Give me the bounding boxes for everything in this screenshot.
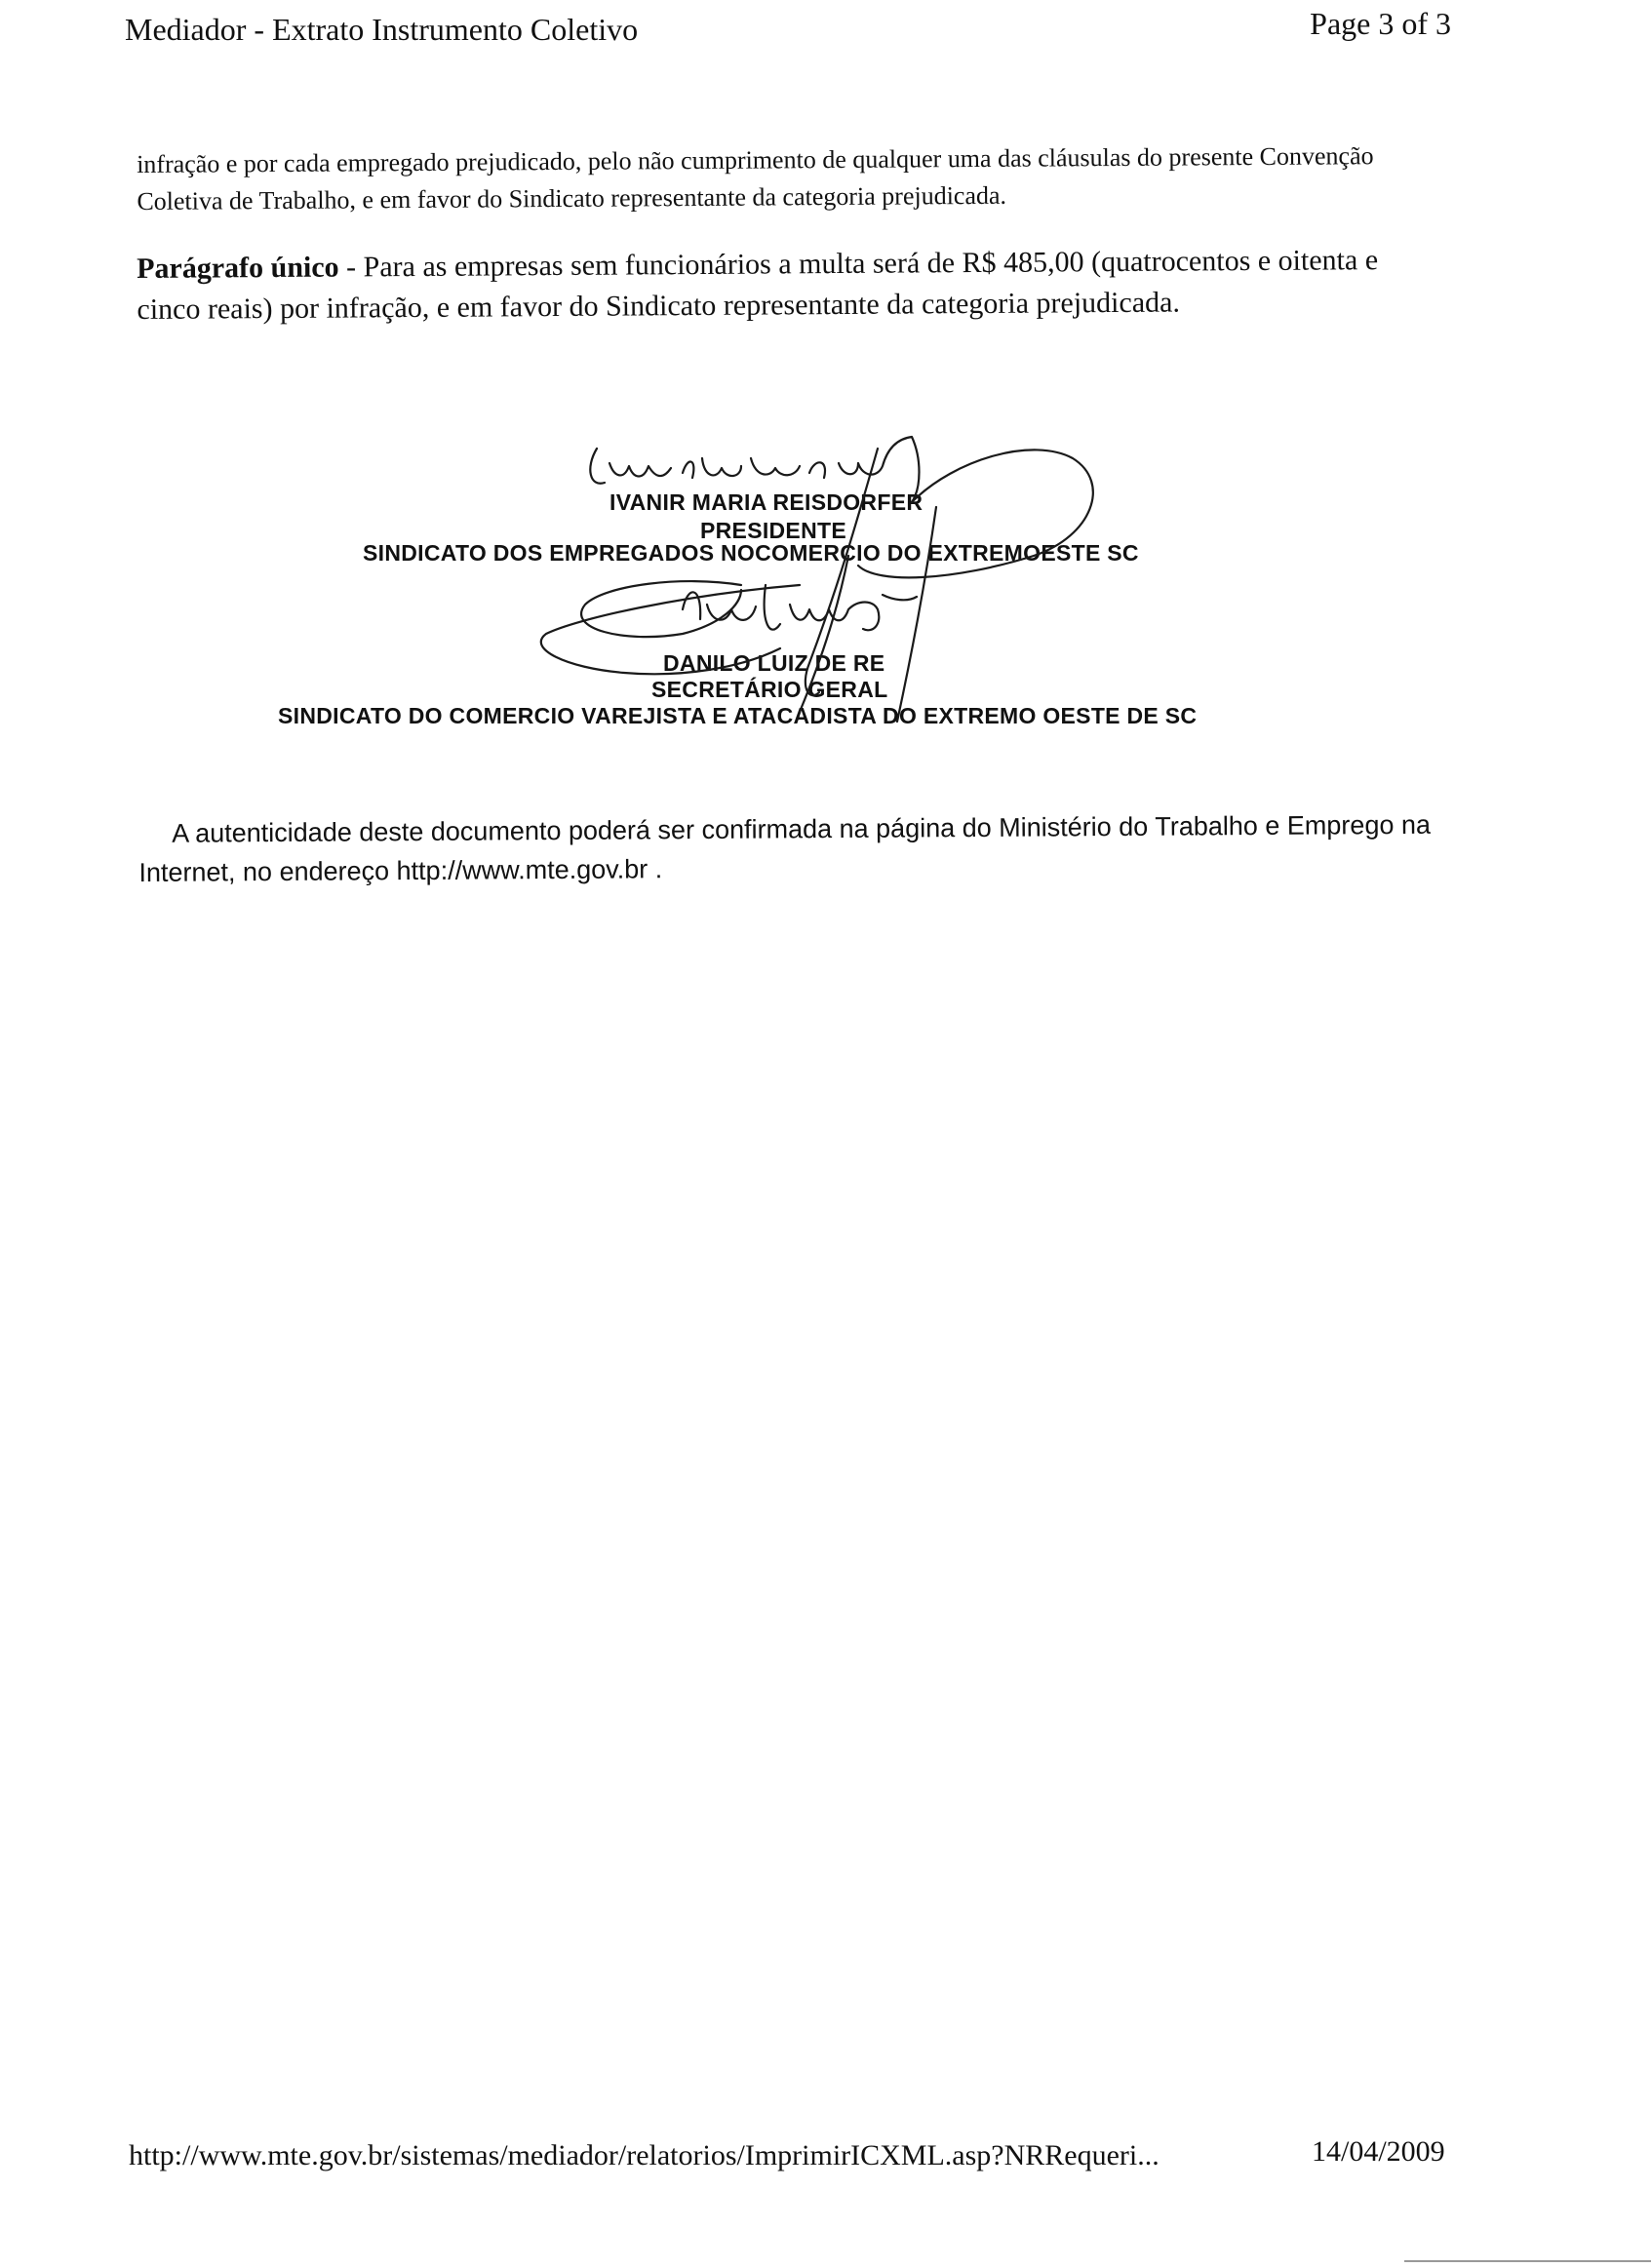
signer-2-org: SINDICATO DO COMERCIO VAREJISTA E ATACADISTA DO EXTREMO OESTE DE SC bbox=[278, 703, 1198, 728]
paragraph-sole bbox=[137, 240, 1435, 331]
signer-1-name: IVANIR MARIA REISDORFER bbox=[609, 489, 924, 515]
handwritten-signatures bbox=[0, 429, 1651, 751]
authenticity-notice bbox=[138, 805, 1436, 892]
signature-2-loop bbox=[581, 581, 741, 637]
signature-block bbox=[0, 429, 1651, 751]
paragraph-sole-lead: Parágrafo único bbox=[137, 251, 339, 285]
scan-edge-line bbox=[1404, 2260, 1651, 2262]
authenticity-text: A autenticidade deste documento poderá ser confirmada na página do Ministério do Trabalho e Emprego na Internet, no endereço http://www.mte.gov.br . bbox=[138, 809, 1432, 887]
paragraph-penalty: infração e por cada empregado prejudicado, pelo não cumprimento de qualquer uma das cláusulas do presente Convenção Coletiva de Trabalho, e em favor do Sindicato representante da categoria prejudicada. bbox=[137, 141, 1374, 215]
signature-2-slash-b bbox=[897, 507, 936, 722]
footer-url: http://www.mte.gov.br/sistemas/mediador/relatorios/ImprimirICXML.asp?NRRequeri... bbox=[129, 2139, 1160, 2171]
signer-1-role: PRESIDENTE bbox=[700, 518, 846, 543]
header-title: Mediador - Extrato Instrumento Coletivo bbox=[125, 12, 639, 47]
paragraph-sole-text: - Para as empresas sem funcionários a multa será de R$ 485,00 (quatrocentos e oitenta e cinco reais) por infração, e em favor do Sindicato representante da categoria prejudicada. bbox=[137, 244, 1379, 326]
signature-1-loop bbox=[858, 450, 1093, 577]
signature-2-stroke bbox=[683, 585, 917, 630]
footer-date: 14/04/2009 bbox=[1312, 2135, 1445, 2168]
signer-2-name: DANILO LUIZ DE RE bbox=[663, 650, 885, 676]
signer-1-org: SINDICATO DOS EMPREGADOS NOCOMERCIO DO EXTREMOESTE SC bbox=[363, 540, 1139, 566]
signer-2-role: SECRETÁRIO GERAL bbox=[651, 677, 888, 702]
signature-2-sweep bbox=[541, 585, 800, 674]
signature-1-stroke bbox=[590, 437, 919, 502]
page-number: Page 3 of 3 bbox=[1310, 6, 1451, 41]
